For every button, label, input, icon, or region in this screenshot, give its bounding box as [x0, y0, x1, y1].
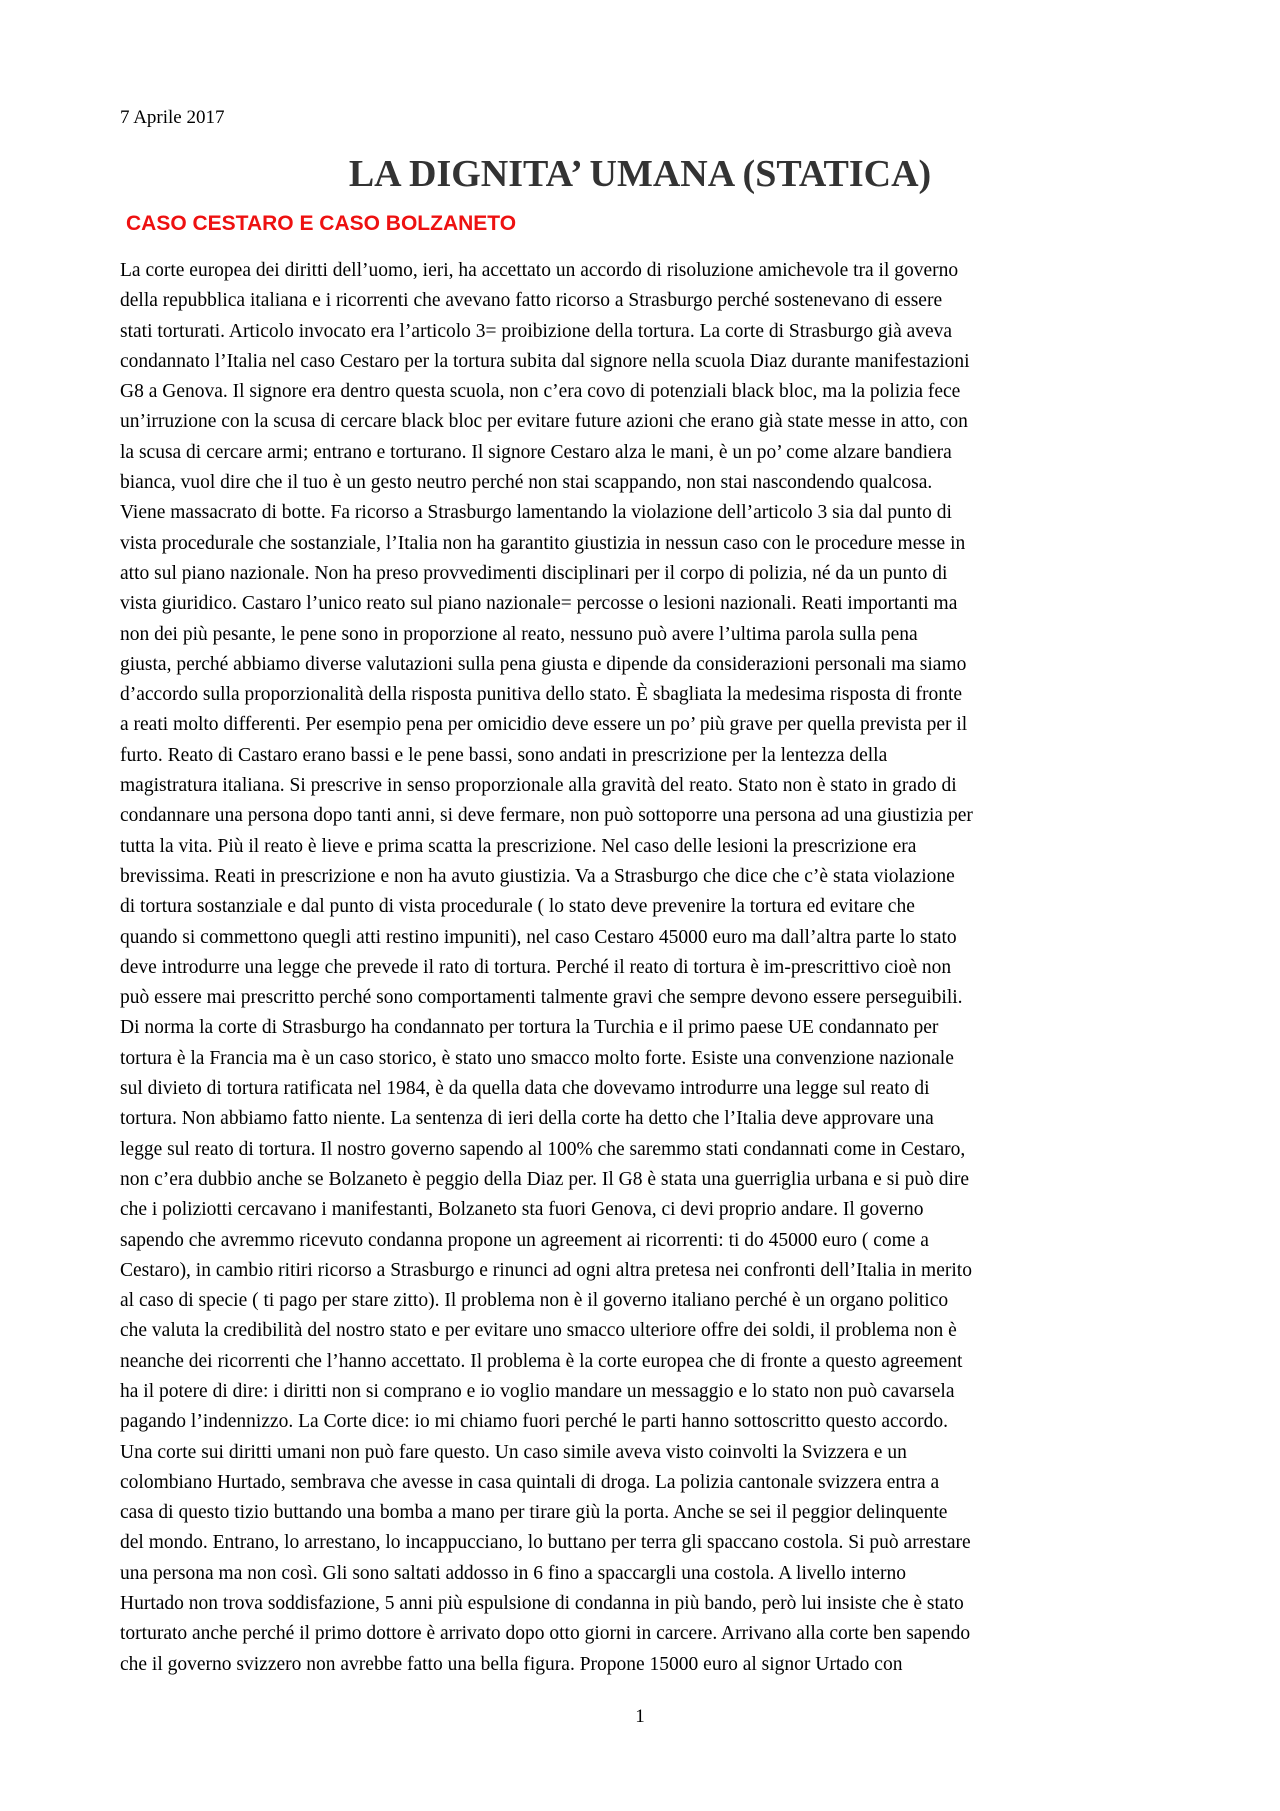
text-line: quando si commettono quegli atti restino impuniti), nel caso Cestaro 45000 euro ma dall’altra parte lo stato [120, 926, 957, 948]
text-line: tutta la vita. Più il reato è lieve e prima scatta la prescrizione. Nel caso delle lesioni la prescrizione era [120, 835, 917, 857]
section-heading: CASO CESTARO E CASO BOLZANETO [126, 212, 517, 235]
text-line: brevissima. Reati in prescrizione e non ha avuto giustizia. Va a Strasburgo che dice che c’è stata violazione [120, 865, 955, 887]
text-line: che i poliziotti cercavano i manifestanti, Bolzaneto sta fuori Genova, ci devi proprio andare. Il governo [120, 1199, 924, 1221]
text-line: ha il potere di dire: i diritti non si comprano e io voglio mandare un messaggio e lo stato non può cavarsela [120, 1380, 955, 1402]
body-paragraph [120, 256, 1170, 1680]
text-line: Hurtado non trova soddisfazione, 5 anni più espulsione di condanna in più bando, però lui insiste che è stato [120, 1593, 964, 1615]
text-line: al caso di specie ( ti pago per stare zitto). Il problema non è il governo italiano perché è un organo politico [120, 1290, 949, 1312]
text-line: Di norma la corte di Strasburgo ha condannato per tortura la Turchia e il primo paese UE condannato per [120, 1017, 939, 1039]
text-line: condannare una persona dopo tanti anni, si deve fermare, non può sottoporre una persona ad una giustizia per [120, 805, 973, 827]
text-line: torturato anche perché il primo dottore è arrivato dopo otto giorni in carcere. Arrivano alla corte ben sapendo [120, 1623, 971, 1645]
text-line: del mondo. Entrano, lo arrestano, lo incappucciano, lo buttano per terra gli spaccano costola. Si può arrestare [120, 1532, 971, 1554]
text-line: tortura è la Francia ma è un caso storico, è stato uno smacco molto forte. Esiste una convenzione nazionale [120, 1047, 954, 1069]
text-line: furto. Reato di Castaro erano bassi e le pene bassi, sono andati in prescrizione per la lentezza della [120, 744, 888, 766]
text-line: casa di questo tizio buttando una bomba a mano per tirare giù la porta. Anche se sei il peggior delinquente [120, 1502, 948, 1524]
text-line: può essere mai prescritto perché sono comportamenti talmente gravi che sempre devono essere perseguibili. [120, 987, 963, 1009]
text-line: sapendo che avremmo ricevuto condanna propone un agreement ai ricorrenti: ti do 45000 euro ( come a [120, 1229, 929, 1251]
text-line: una persona ma non così. Gli sono saltati addosso in 6 fino a spaccargli una costola. A livello interno [120, 1562, 906, 1584]
text-line: magistratura italiana. Si prescrive in senso proporzionale alla gravità del reato. Stato non è stato in grado di [120, 775, 957, 797]
text-line: legge sul reato di tortura. Il nostro governo sapendo al 100% che saremmo stati condannati come in Cestaro, [120, 1138, 966, 1160]
text-line: la scusa di cercare armi; entrano e torturano. Il signore Cestaro alza le mani, è un po’ come alzare bandiera [120, 441, 952, 463]
text-line: che il governo svizzero non avrebbe fatto una bella figura. Propone 15000 euro al signor Urtado con [120, 1653, 903, 1675]
text-line: atto sul piano nazionale. Non ha preso provvedimenti disciplinari per il corpo di polizia, né da un punto di [120, 562, 948, 584]
document-date: 7 Aprile 2017 [120, 107, 225, 128]
text-line: La corte europea dei diritti dell’uomo, ieri, ha accettato un accordo di risoluzione amichevole tra il governo [120, 260, 959, 281]
page-number: 1 [635, 1706, 645, 1727]
text-line: Viene massacrato di botte. Fa ricorso a Strasburgo lamentando la violazione dell’articolo 3 sia dal punto di [120, 502, 952, 524]
text-line: un’irruzione con la scusa di cercare black bloc per evitare future azioni che erano già state messe in atto, con [120, 411, 968, 433]
text-line: deve introdurre una legge che prevede il rato di tortura. Perché il reato di tortura è im-prescrittivo cioè non [120, 956, 952, 978]
text-line: tortura. Non abbiamo fatto niente. La sentenza di ieri della corte ha detto che l’Italia deve approvare una [120, 1108, 934, 1130]
text-line: Una corte sui diritti umani non può fare questo. Un caso simile aveva visto coinvolti la Svizzera e un [120, 1441, 907, 1463]
text-line: G8 a Genova. Il signore era dentro questa scuola, non c’era covo di potenziali black bloc, ma la polizia fece [120, 381, 961, 403]
document-title: LA DIGNITA’ UMANA (STATICA) [348, 153, 932, 195]
text-line: a reati molto differenti. Per esempio pena per omicidio deve essere un po’ più grave per quella prevista per il [120, 714, 968, 736]
text-line: non dei più pesante, le pene sono in proporzione al reato, nessuno può avere l’ultima parola sulla pena [120, 623, 918, 645]
text-line: d’accordo sulla proporzionalità della risposta punitiva dello stato. È sbagliata la medesima risposta di fronte [120, 684, 963, 706]
text-line: sul divieto di tortura ratificata nel 1984, è da quella data che dovevamo introdurre una legge sul reato di [120, 1078, 930, 1100]
text-line: pagando l’indennizzo. La Corte dice: io mi chiamo fuori perché le parti hanno sottoscritto questo accordo. [120, 1411, 948, 1433]
text-line: neanche dei ricorrenti che l’hanno accettato. Il problema è la corte europea che di fronte a questo agreement [120, 1350, 963, 1372]
text-line: vista giuridico. Castaro l’unico reato sul piano nazionale= percosse o lesioni nazionali. Reati importanti ma [120, 593, 958, 615]
text-line: che valuta la credibilità del nostro stato e per evitare uno smacco ulteriore offre dei soldi, il problema non è [120, 1320, 957, 1342]
text-line: stati torturati. Articolo invocato era l’articolo 3= proibizione della tortura. La corte di Strasburgo già aveva [120, 320, 953, 342]
text-line: giusta, perché abbiamo diverse valutazioni sulla pena giusta e dipende da considerazioni personali ma siamo [120, 653, 967, 675]
text-line: condannato l’Italia nel caso Cestaro per la tortura subita dal signore nella scuola Diaz durante manifestazioni [120, 350, 970, 372]
text-line: vista procedurale che sostanziale, l’Italia non ha garantito giustizia in nessun caso con le procedure messe in [120, 532, 966, 554]
text-line: della repubblica italiana e i ricorrenti che avevano fatto ricorso a Strasburgo perché sostenevano di essere [120, 290, 943, 312]
text-line: non c’era dubbio anche se Bolzaneto è peggio della Diaz per. Il G8 è stata una guerriglia urbana e si può dire [120, 1168, 970, 1190]
text-line: Cestaro), in cambio ritiri ricorso a Strasburgo e rinunci ad ogni altra pretesa nei confronti dell’Italia in merito [120, 1259, 972, 1281]
text-line: bianca, vuol dire che il tuo è un gesto neutro perché non stai scappando, non stai nascondendo qualcosa. [120, 472, 933, 494]
text-line: di tortura sostanziale e dal punto di vista procedurale ( lo stato deve prevenire la tortura ed evitare che [120, 896, 915, 918]
text-line: colombiano Hurtado, sembrava che avesse in casa quintali di droga. La polizia cantonale svizzera entra a [120, 1471, 940, 1493]
